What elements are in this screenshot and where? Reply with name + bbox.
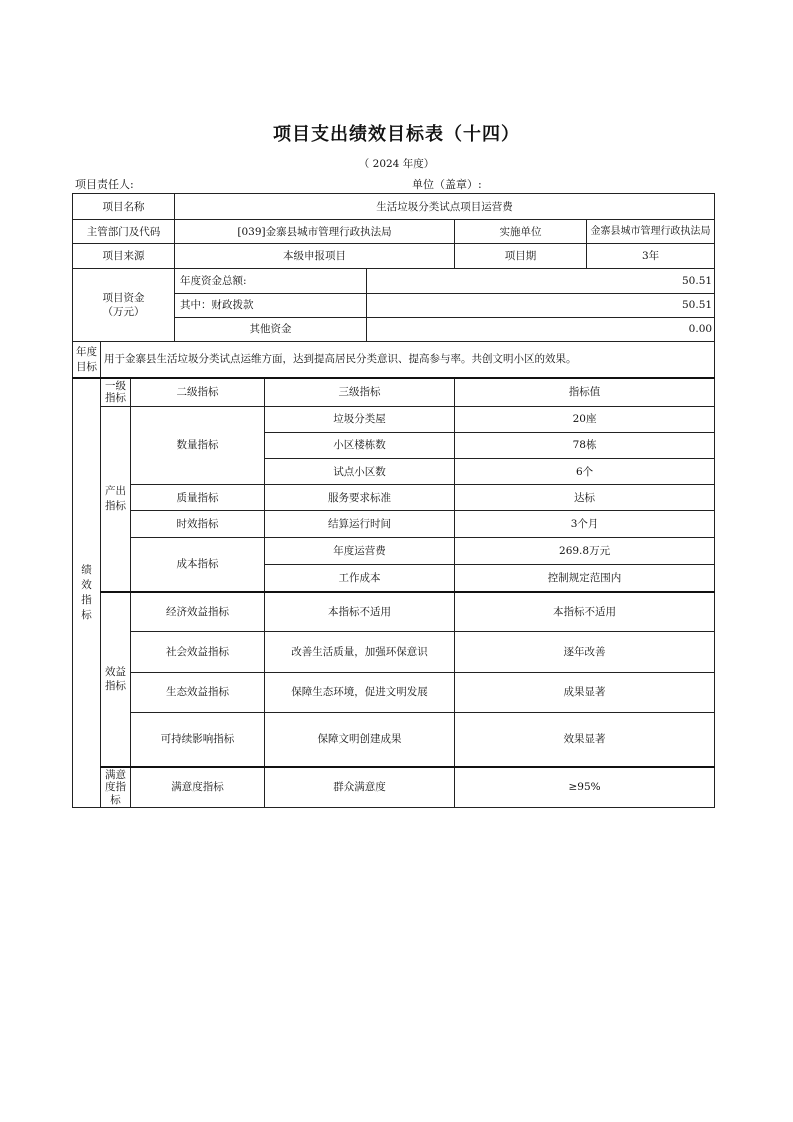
economic-benefit-name: 本指标不适用 [265, 592, 455, 632]
quality-value: 达标 [455, 485, 715, 511]
other-funds-label: 其他资金 [175, 317, 367, 341]
responsible-person-label: 项目责任人: [75, 178, 134, 191]
sustainability-name: 保障文明创建成果 [265, 713, 455, 767]
indicator-value-header: 指标值 [455, 378, 715, 406]
q2-value: 78栋 [455, 432, 715, 458]
eco-benefit-label: 生态效益指标 [131, 672, 265, 712]
year-line: （ 2024 年度） [358, 158, 435, 170]
satisfaction-indicator-label: 满意 度指 标 [101, 767, 131, 807]
project-name-value: 生活垃圾分类试点项目运营费 [175, 194, 715, 220]
q3-name: 试点小区数 [265, 459, 455, 485]
time-value: 3个月 [455, 511, 715, 537]
quality-name: 服务要求标准 [265, 485, 455, 511]
eco-benefit-value: 成果显著 [455, 672, 715, 712]
project-name-label: 项目名称 [73, 194, 175, 220]
level3-header: 三级指标 [265, 378, 455, 406]
page-title: 项目支出绩效目标表（十四） [273, 124, 520, 145]
period-value: 3年 [587, 244, 715, 268]
q1-name: 垃圾分类屋 [265, 406, 455, 432]
source-label: 项目来源 [73, 244, 175, 268]
quality-indicator-label: 质量指标 [131, 485, 265, 511]
economic-benefit-value: 本指标不适用 [455, 592, 715, 632]
benefit-indicator-label: 效益 指标 [101, 592, 131, 767]
sustainability-label: 可持续影响指标 [131, 713, 265, 767]
funds-label: 项目资金 （万元） [73, 268, 175, 342]
social-benefit-value: 逐年改善 [455, 632, 715, 672]
source-value: 本级申报项目 [175, 244, 455, 268]
fiscal-funds-label: 其中：财政拨款 [175, 293, 367, 317]
satisfaction-sub-label: 满意度指标 [131, 767, 265, 807]
dept-label: 主管部门及代码 [73, 220, 175, 244]
level1-header: 一级 指标 [101, 378, 131, 406]
sustainability-value: 效果显著 [455, 713, 715, 767]
social-benefit-label: 社会效益指标 [131, 632, 265, 672]
annual-goal-text: 用于金寨县生活垃圾分类试点运维方面，达到提高居民分类意识、提高参与率。共创文明小区的效果。 [101, 342, 715, 378]
q3-value: 6个 [455, 459, 715, 485]
cost1-value: 269.8万元 [455, 537, 715, 564]
eco-benefit-name: 保障生态环境，促进文明发展 [265, 672, 455, 712]
total-funds-label: 年度资金总额: [175, 268, 367, 293]
satisfaction-name: 群众满意度 [265, 767, 455, 807]
cost2-value: 控制规定范围内 [455, 564, 715, 591]
performance-target-table [72, 193, 715, 808]
q1-value: 20座 [455, 406, 715, 432]
level2-header: 二级指标 [131, 378, 265, 406]
annual-goal-label: 年度 目标 [73, 342, 101, 378]
quantity-indicator-label: 数量指标 [131, 406, 265, 485]
timeliness-indicator-label: 时效指标 [131, 511, 265, 537]
social-benefit-name: 改善生活质量，加强环保意识 [265, 632, 455, 672]
dept-value: [039]金寨县城市管理行政执法局 [175, 220, 455, 244]
period-label: 项目期 [455, 244, 587, 268]
economic-benefit-label: 经济效益指标 [131, 592, 265, 632]
q2-name: 小区楼栋数 [265, 432, 455, 458]
satisfaction-value: ≥95% [455, 767, 715, 807]
impl-unit-value: 金寨县城市管理行政执法局 [587, 220, 715, 244]
cost2-name: 工作成本 [265, 564, 455, 591]
fiscal-funds-value: 50.51 [367, 293, 715, 317]
cost1-name: 年度运营费 [265, 537, 455, 564]
total-funds-value: 50.51 [367, 268, 715, 293]
output-indicator-label: 产出 指标 [101, 406, 131, 591]
unit-seal-label: 单位（盖章）: [412, 178, 482, 191]
time-name: 结算运行时间 [265, 511, 455, 537]
perf-indicator-side-label: 绩 效 指 标 [73, 378, 101, 808]
other-funds-value: 0.00 [367, 317, 715, 341]
impl-unit-label: 实施单位 [455, 220, 587, 244]
cost-indicator-label: 成本指标 [131, 537, 265, 591]
